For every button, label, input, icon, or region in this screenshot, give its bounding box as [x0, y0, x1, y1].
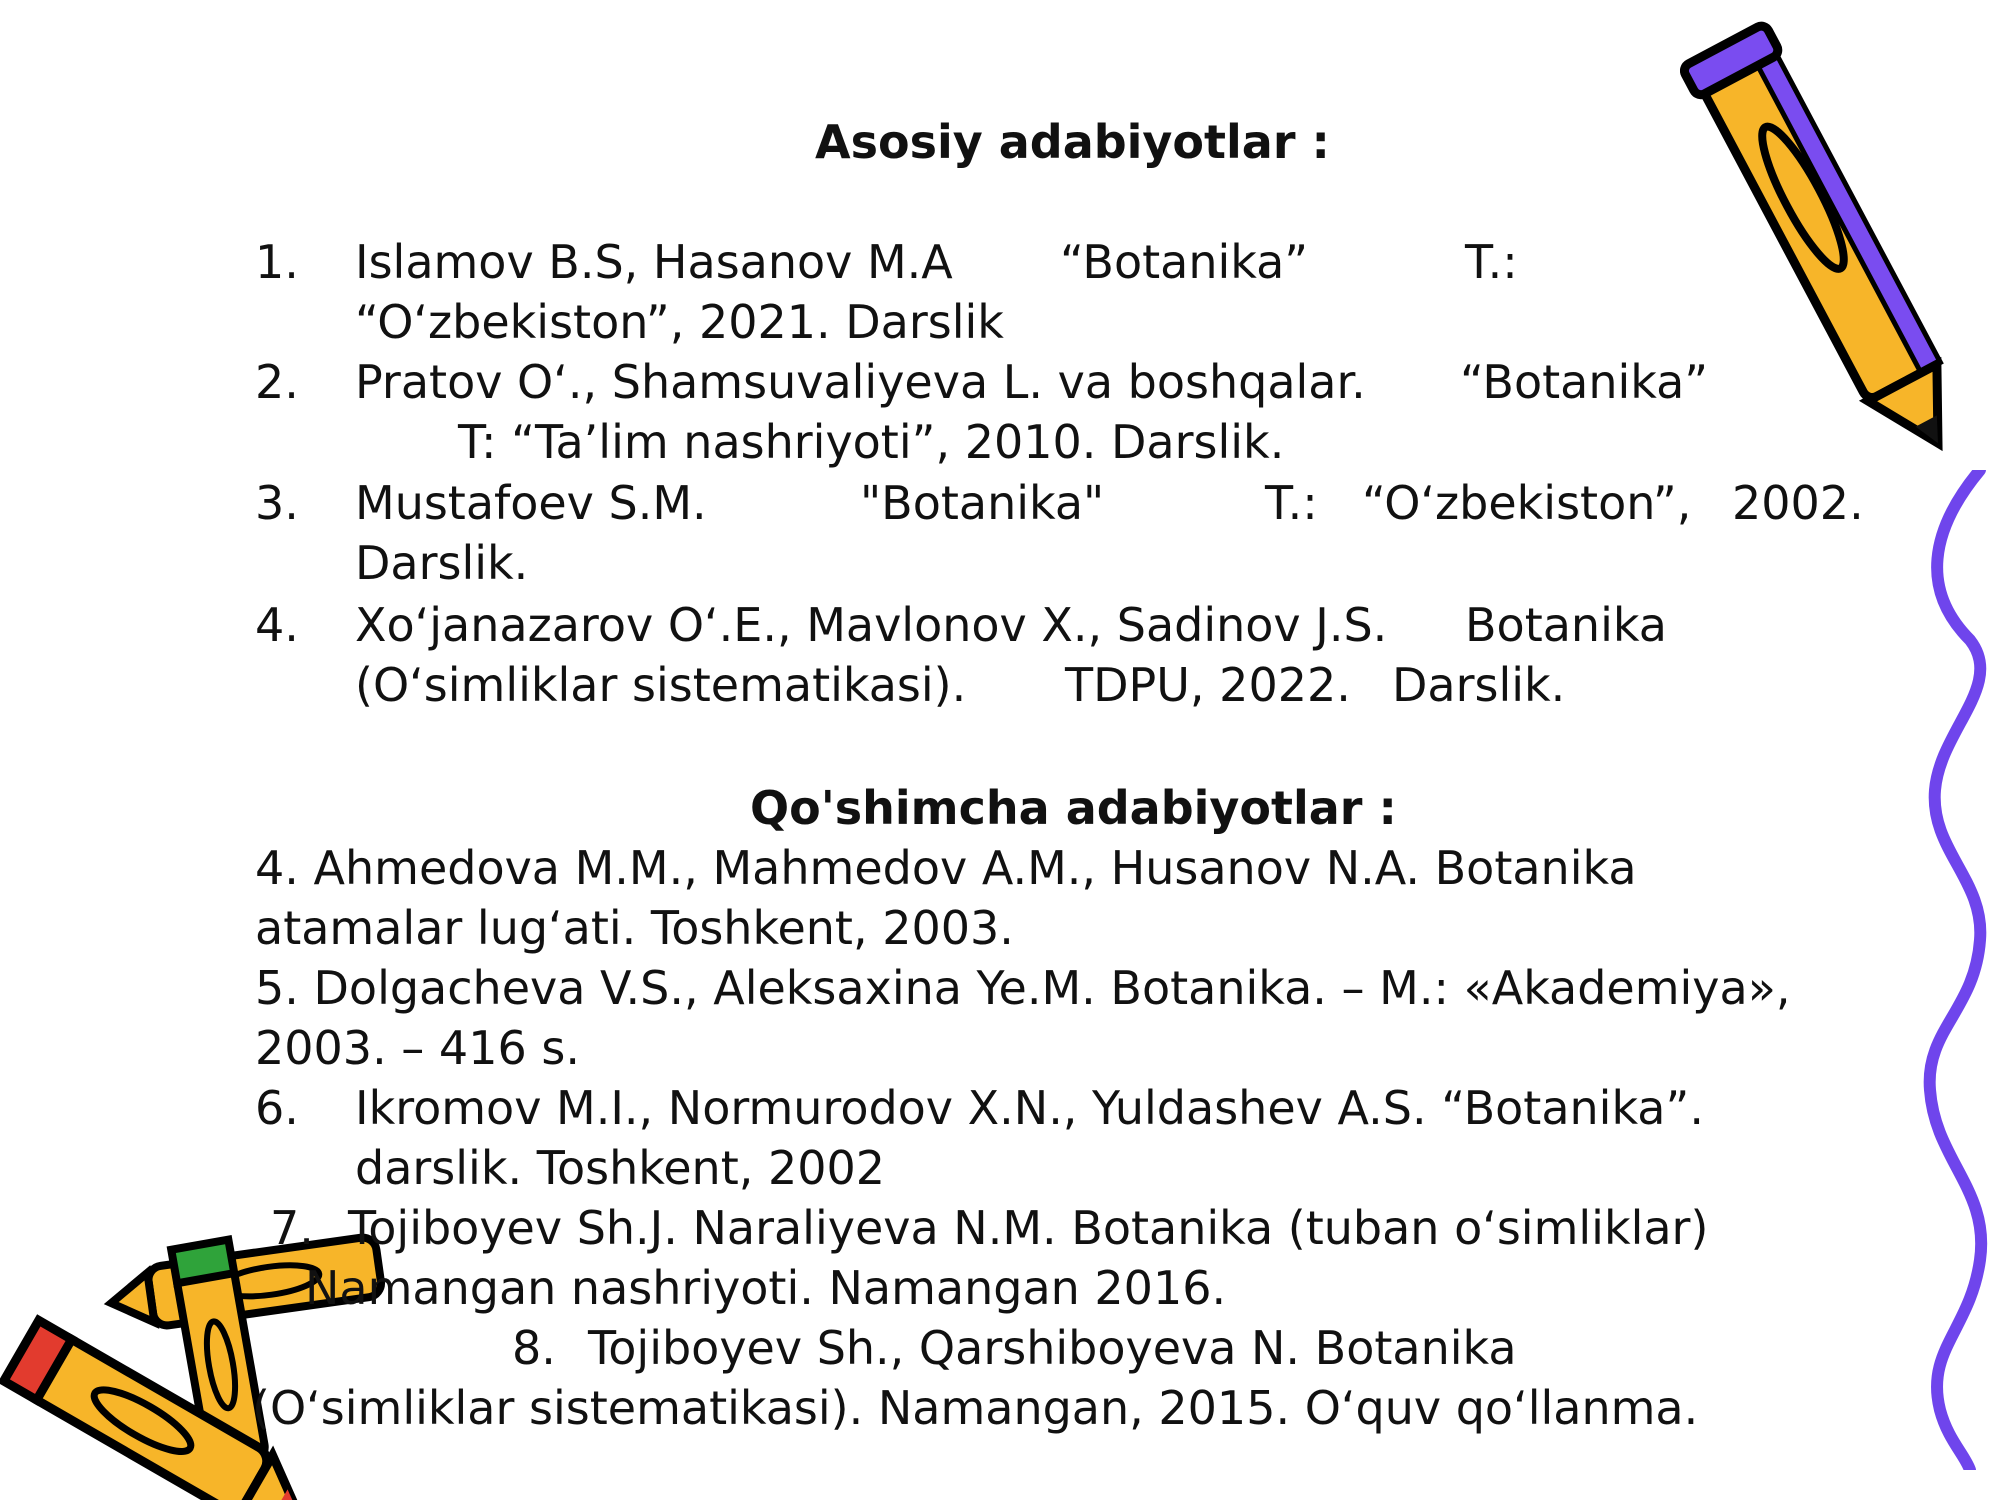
- ref-subtitle-4: (O‘simliklar sistematikasi).: [355, 658, 967, 712]
- heading-main: Asosiy adabiyotlar :: [815, 115, 1330, 169]
- ref-type-3: Darslik.: [355, 536, 529, 590]
- ref-authors-1: Islamov B.S, Hasanov M.A: [355, 235, 953, 289]
- ref-place-3: T.:: [1265, 476, 1318, 530]
- extra-ref-6-line2: darslik. Toshkent, 2002: [355, 1141, 886, 1195]
- extra-ref-7-num: 7.: [270, 1201, 314, 1255]
- extra-ref-7-line1: Tojiboyev Sh.J. Naraliyeva N.M. Botanika (tuban o‘simliklar): [348, 1201, 1709, 1255]
- ref-publisher-3: “O‘zbekiston”,: [1362, 476, 1692, 530]
- ref-title-3: "Botanika": [860, 476, 1105, 530]
- ref-authors-2: Pratov O‘., Shamsuvaliyeva L. va boshqalar.: [355, 355, 1366, 409]
- ref-place-1: T.:: [1465, 235, 1518, 289]
- ref-title-4: Botanika: [1465, 598, 1667, 652]
- extra-ref-6-num: 6.: [255, 1081, 299, 1135]
- ref-num-1: 1.: [255, 235, 299, 289]
- extra-ref-4-line1: 4. Ahmedova M.M., Mahmedov A.M., Husanov N.A. Botanika: [255, 841, 1637, 895]
- ref-title-1: “Botanika”: [1060, 235, 1309, 289]
- extra-ref-5-line2: 2003. – 416 s.: [255, 1021, 580, 1075]
- ref-num-2: 2.: [255, 355, 299, 409]
- extra-ref-4-line2: atamalar lug‘ati. Toshkent, 2003.: [255, 901, 1014, 955]
- ref-type-4: Darslik.: [1392, 658, 1566, 712]
- extra-ref-8-num: 8.: [512, 1321, 556, 1375]
- extra-ref-5-line1: 5. Dolgacheva V.S., Aleksaxina Ye.M. Botanika. – M.: «Akademiya»,: [255, 961, 1791, 1015]
- ref-authors-4: Xo‘janazarov O‘.E., Mavlonov X., Sadinov J.S.: [355, 598, 1388, 652]
- extra-ref-7-line2: Namangan nashriyoti. Namangan 2016.: [305, 1261, 1227, 1315]
- ref-title-2: “Botanika”: [1460, 355, 1709, 409]
- extra-ref-8-line2: (O‘simliklar sistematikasi). Namangan, 2015. O‘quv qo‘llanma.: [252, 1381, 1699, 1435]
- pencil-icon: [1680, 0, 1980, 480]
- heading-extra: Qo'shimcha adabiyotlar :: [750, 781, 1397, 835]
- ref-num-3: 3.: [255, 476, 299, 530]
- wavy-line-icon: [1910, 470, 2000, 1470]
- extra-ref-6-line1: Ikromov M.I., Normurodov X.N., Yuldashev A.S. “Botanika”.: [355, 1081, 1704, 1135]
- ref-publisher-2: T: “Ta’lim nashriyoti”, 2010. Darslik.: [458, 415, 1285, 469]
- ref-year-3: 2002.: [1732, 476, 1864, 530]
- extra-ref-8-line1: Tojiboyev Sh., Qarshiboyeva N. Botanika: [588, 1321, 1517, 1375]
- ref-publisher-1: “O‘zbekiston”, 2021. Darslik: [355, 295, 1004, 349]
- ref-num-4: 4.: [255, 598, 299, 652]
- ref-authors-3: Mustafoev S.M.: [355, 476, 707, 530]
- ref-publisher-4: TDPU, 2022.: [1065, 658, 1351, 712]
